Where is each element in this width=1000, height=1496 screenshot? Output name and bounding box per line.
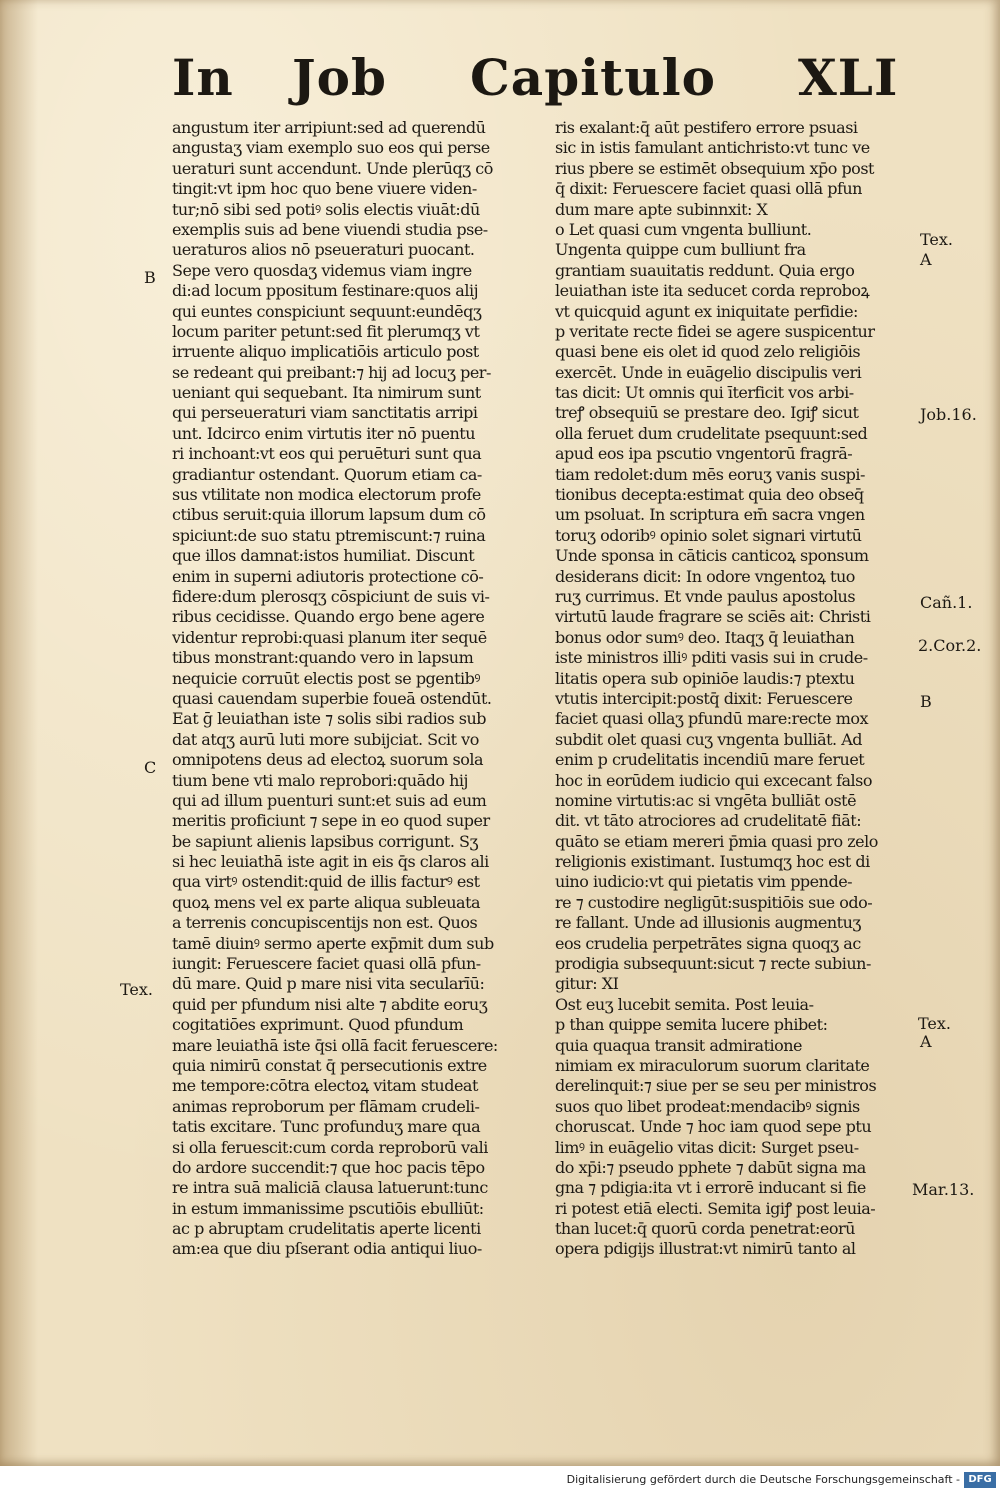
margin-note-a-2: A — [920, 1032, 932, 1051]
text-line: desiderans dicit: In odore vngentoꝝ tuo — [555, 566, 855, 586]
text-line: sus vtilitate non modica electorum profe — [172, 485, 481, 505]
margin-note-c: C — [144, 758, 157, 777]
text-line: tas dicit: Ut omnis qui īterficit vos arbi- — [555, 383, 854, 403]
text-line: do ardore succendit:⁊ que hoc pacis tēpo — [172, 1157, 485, 1177]
text-line: ri inchoant:vt eos qui peruēturi sunt qua — [172, 444, 482, 464]
text-line: subdit olet quasi cuʒ vngenta bulliāt. Ad — [555, 729, 862, 749]
text-line: tingit:vt ipm hoc quo bene viuere viden- — [172, 179, 477, 199]
text-line: tionibus decepta:estimat quia deo obseq̄ — [555, 485, 864, 505]
text-line: dat atqʒ aurū luti more subijciat. Scit vo — [172, 729, 479, 749]
text-line: nimiam ex miraculorum suorum claritate — [555, 1055, 870, 1075]
text-line: dit. vt tāto atrociores ad crudelitatē fiāt: — [555, 811, 862, 831]
dfg-logo: DFG — [964, 1472, 996, 1488]
text-line: Ost euʒ lucebit semita. Post leuia- — [555, 994, 814, 1014]
text-line: in estum immanissime pscutiōis ebulliūt: — [172, 1198, 484, 1218]
text-line: ctibus seruit:quia illorum lapsum dum cō — [172, 505, 486, 525]
text-line: que illos damnat:istos humiliat. Discunt — [172, 546, 475, 566]
text-line: prodigia subsequunt:sicut ⁊ recte subiun- — [555, 954, 871, 974]
margin-note-tex-2: Tex. — [918, 1014, 952, 1033]
text-line: rius pbere se estimēt obsequium xp̄o post — [555, 158, 874, 178]
text-line: exercēt. Unde in euāgelio discipulis veri — [555, 362, 862, 382]
text-line: am:ea que diu pſserant odia antiqui liuo- — [172, 1239, 482, 1259]
text-line: be sapiunt alienis lapsibus corrigunt. Sʒ — [172, 831, 479, 851]
text-line: dum mare apte subinnxit: X — [555, 199, 768, 219]
text-line: ris exalant:q̄ aūt pestifero errore psuasi — [555, 118, 858, 137]
text-line: hoc in eorūdem iudicio qui excecant falso — [555, 770, 873, 790]
text-line: si olla feruescit:cum corda reproborū vali — [172, 1137, 488, 1157]
margin-note-job-16: Job.16. — [920, 405, 977, 424]
text-line: vtutis intercipit:postq̄ dixit: Feruescere — [555, 688, 853, 708]
text-line: vt quicquid agunt ex iniquitate perfidie: — [555, 301, 858, 321]
text-line: do xp̄i:⁊ pseudo pphete ⁊ dabūt signa ma — [555, 1157, 866, 1177]
text-line: angustaʒ viam exemplo suo eos qui perse — [172, 138, 490, 158]
text-line: olla feruet dum crudelitate psequunt:sed — [555, 423, 868, 443]
text-line: virtutū laude fragrare se sciēs ait: Christi — [555, 607, 871, 627]
text-line: quasi cauendam superbie foueā ostendūt. — [172, 688, 492, 708]
text-line: exemplis suis ad bene viuendi studia pse- — [172, 219, 488, 239]
text-line: sic in istis famulant antichristo:vt tunc ve — [555, 138, 870, 158]
text-line: tibus monstrant:quando vero in lapsum — [172, 648, 474, 668]
text-line: bonus odor sumꝰ deo. Itaqʒ q̄ leuiathan — [555, 627, 855, 647]
text-line: me tempore:cōtra electoꝝ vitam studeat — [172, 1076, 478, 1096]
text-line: ac p abruptam crudelitatis aperte licenti — [172, 1219, 481, 1239]
text-line: fidere:dum plerosqʒ cōspiciunt de suis vi- — [172, 586, 490, 606]
margin-note-b-right: B — [920, 692, 932, 711]
text-line: omnipotens deus ad electoꝝ suorum sola — [172, 750, 484, 770]
text-line: limꝰ in euāgelio vitas dicit: Surget pseu- — [555, 1137, 859, 1157]
text-line: ueraturos alios nō pseueraturi puocant. — [172, 240, 475, 260]
text-line: nomine virtutis:ac si vngēta bulliāt ostē — [555, 790, 857, 810]
text-line: quasi bene eis olet id quod zelo religiōis — [555, 342, 861, 362]
text-line: re ⁊ custodire negligūt:suspitiōis sue odo- — [555, 892, 873, 912]
header-chapter-number: XLI — [798, 48, 899, 107]
text-line: Sepe vero quosdaʒ videmus viam ingre — [172, 260, 472, 280]
margin-note-cant-1: Cañ.1. — [920, 593, 973, 612]
text-line: qui perseueraturi viam sanctitatis arripi — [172, 403, 478, 423]
text-line: tiam redolet:dum mēs eoruʒ vanis suspi- — [555, 464, 865, 484]
text-line: ruʒ currimus. Et vnde paulus apostolus — [555, 586, 856, 606]
text-column-left — [172, 118, 530, 1260]
text-line: spiciunt:de suo statu ptremiscunt:⁊ ruina — [172, 525, 486, 545]
margin-note-tex: Tex. — [120, 980, 154, 999]
text-line: gitur: XI — [555, 974, 619, 994]
text-line: suos quo libet prodeat:mendacibꝰ signis — [555, 1096, 860, 1116]
text-line: leuiathan iste ita seducet corda reproboꝝ — [555, 281, 870, 301]
text-line: uino iudicio:vt qui pietatis vim ppende- — [555, 872, 853, 892]
text-line: um psoluat. In scriptura em̄ sacra vngen — [555, 505, 865, 525]
digitization-footer — [0, 1466, 1000, 1496]
text-line: si hec leuiathā iste agit in eis q̄s claros ali — [172, 852, 489, 872]
text-line: cogitatiōes exprimunt. Quod pfundum — [172, 1015, 464, 1035]
header-job: Job — [292, 48, 387, 107]
text-line: ueniant qui sequebant. Ita nimirum sunt — [172, 383, 481, 403]
text-line: faciet quasi ollaʒ pfundū mare:recte mox — [555, 709, 869, 729]
text-line: tium bene vti malo reprobori:quādo hij — [172, 770, 468, 790]
text-line: religionis existimant. Iustumqʒ hoc est di — [555, 852, 870, 872]
text-line: opera pdigijs illustrat:vt nimirū tanto al — [555, 1239, 856, 1259]
text-line: q̄ dixit: Feruescere faciet quasi ollā pfun — [555, 179, 862, 199]
text-line: quāto se etiam mereri p̄mia quasi pro zelo — [555, 831, 878, 851]
text-line: meritis proficiunt ⁊ sepe in eo quod super — [172, 811, 490, 831]
text-line: ribus cecidisse. Quando ergo bene agere — [172, 607, 485, 627]
text-column-right — [555, 118, 915, 1260]
text-line: quid per pfundum nisi alte ⁊ abdite eoruʒ — [172, 994, 488, 1014]
text-line: ueraturi sunt accendunt. Unde plerūqʒ cō — [172, 158, 493, 178]
text-line: Ungenta quippe cum bulliunt fra — [555, 240, 806, 260]
text-line: litatis opera sub opiniōe laudis:⁊ ptextu — [555, 668, 855, 688]
text-line: unt. Idcirco enim virtutis iter nō puentu — [172, 423, 476, 443]
text-line: iste ministros illiꝰ pditi vasis sui in crude- — [555, 648, 868, 668]
text-line: dū mare. Quid p mare nisi vita secularīū: — [172, 974, 485, 994]
text-line: grantiam suauitatis reddunt. Quia ergo — [555, 260, 855, 280]
margin-note-b: B — [144, 268, 156, 287]
text-line: Eat ḡ leuiathan iste ⁊ solis sibi radios sub — [172, 709, 487, 729]
text-line: di:ad locum ppositum festinare:quos alij — [172, 281, 479, 301]
text-line: enim p crudelitatis incendiū mare feruet — [555, 750, 865, 770]
text-line: qui euntes conspiciunt sequunt:eundēqʒ — [172, 301, 482, 321]
header-in: In — [172, 48, 234, 107]
text-line: quoꝝ mens vel ex parte aliqua subleuata — [172, 892, 481, 912]
text-line: qui ad illum puenturi sunt:et suis ad eum — [172, 790, 487, 810]
text-line: ri potest etiā electi. Semita igiꝭ post leuia- — [555, 1198, 876, 1218]
text-line: quia quaqua transit admiratione — [555, 1035, 803, 1055]
text-line: re intra suā maliciā clausa latuerunt:tunc — [172, 1178, 488, 1198]
text-line: p than quippe semita lucere phibet: — [555, 1015, 828, 1035]
margin-note-a-1: A — [920, 250, 932, 269]
text-line: irruente aliquo implicatiōis articulo post — [172, 342, 479, 362]
text-line: tamē diuinꝰ sermo aperte exp̄mit dum sub — [172, 933, 494, 953]
text-line: locum pariter petunt:sed fit plerumqʒ vt — [172, 321, 480, 341]
text-line: apud eos ipa pscutio vngentorū fragrā- — [555, 444, 853, 464]
text-line: derelinquit:⁊ siue per se seu per ministros — [555, 1076, 877, 1096]
text-line: treꝭ obsequiū se prestare deo. Igiꝭ sicut — [555, 403, 859, 423]
header-capitulo: Capitulo — [470, 48, 716, 107]
text-line: tatis excitare. Tunc profunduʒ mare qua — [172, 1117, 481, 1137]
text-line: mare leuiathā iste q̄si ollā facit feruescere: — [172, 1035, 498, 1055]
text-line: videntur reprobi:quasi planum iter sequē — [172, 627, 487, 647]
text-line: animas reproborum per flāmam crudeli- — [172, 1096, 480, 1116]
text-line: p veritate recte fidei se agere suspicentur — [555, 321, 875, 341]
running-header — [0, 48, 1000, 108]
text-line: choruscat. Unde ⁊ hoc iam quod sepe ptu — [555, 1117, 872, 1137]
text-line: tur;nō sibi sed potiꝰ solis electis viuāt:dū — [172, 199, 480, 219]
footer-credit: Digitalisierung gefördert durch die Deutsche Forschungsgemeinschaft - — [566, 1473, 960, 1486]
text-line: gradiantur ostendant. Quorum etiam ca- — [172, 464, 482, 484]
margin-note-tex-1: Tex. — [920, 230, 954, 249]
text-line: angustum iter arripiunt:sed ad querendū — [172, 118, 486, 137]
margin-note-2-cor-2: 2.Cor.2. — [918, 636, 982, 655]
text-line: enim in superni adiutoris protectione cō- — [172, 566, 484, 586]
margin-note-mar-13: Mar.13. — [912, 1180, 975, 1199]
text-line: gna ⁊ pdigia:ita vt i errorē inducant si fie — [555, 1178, 866, 1198]
text-line: iungit: Feruescere faciet quasi ollā pfun- — [172, 954, 481, 974]
text-line: Unde sponsa in cāticis canticoꝝ sponsum — [555, 546, 869, 566]
text-line: a terrenis concupiscentijs non est. Quos — [172, 913, 478, 933]
text-line: se redeant qui preibant:⁊ hij ad locuʒ per- — [172, 362, 491, 382]
text-line: toruʒ odoribꝰ opinio solet signari virtutū — [555, 525, 862, 545]
text-line: nequicie corruūt electis post se pgentibꝰ — [172, 668, 480, 688]
text-line: qua virtꝰ ostendit:quid de illis facturꝰ est — [172, 872, 480, 892]
text-line: re fallant. Unde ad illusionis augmentuʒ — [555, 913, 861, 933]
text-line: quia nimirū constat q̄ persecutionis extre — [172, 1055, 487, 1075]
text-line: eos crudelia perpetrātes signa quoqʒ ac — [555, 933, 861, 953]
text-line: than lucet:q̄ quorū corda penetrat:eorū — [555, 1219, 855, 1239]
text-line: o Let quasi cum vngenta bulliunt. — [555, 219, 812, 239]
